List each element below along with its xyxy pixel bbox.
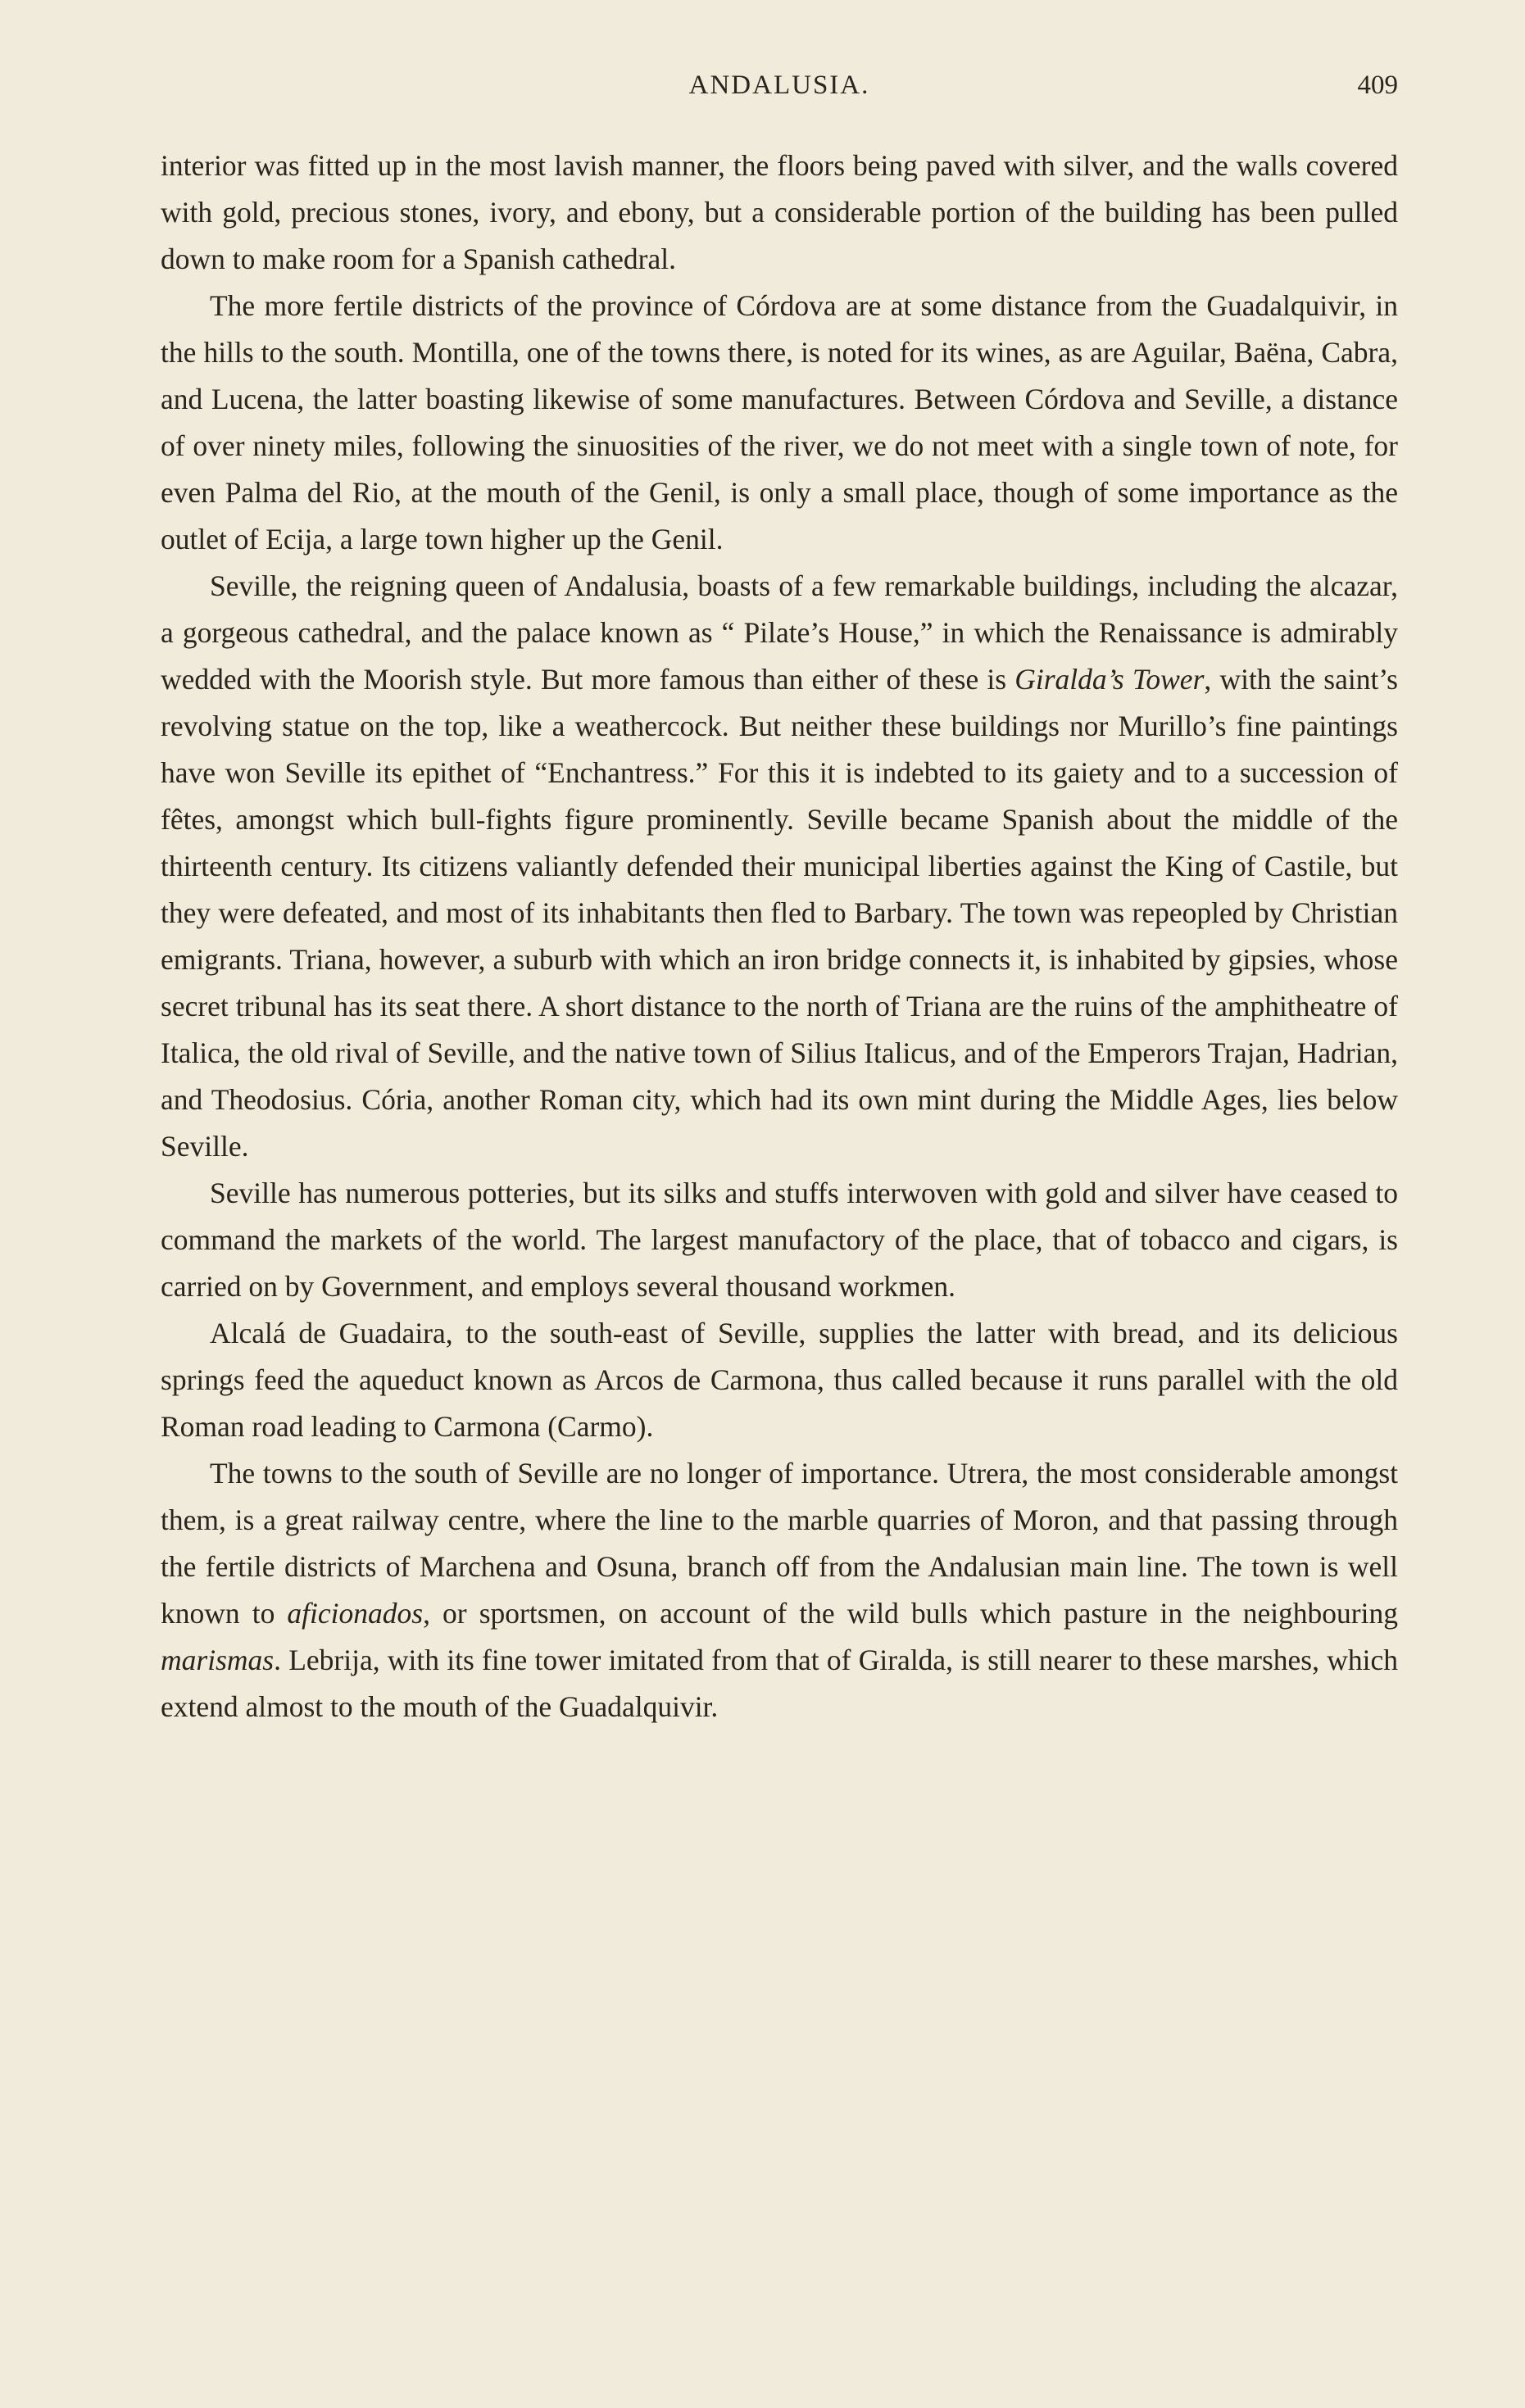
paragraph <box>161 563 1398 1170</box>
text-segment: The towns to the south of Seville are no longer of importance. Utrera, the most considerable amongst them, is a great railway centre, where the line to the marble quarries of Moron, and that passing through the fertile districts of Marchena and Osuna, branch off from the Andalusian main line. The town is well known to <box>161 1457 1398 1630</box>
text-segment: , with the saint’s revolving statue on the top, like a weathercock. But neither these buildings nor Murillo’s fine paintings have won Seville its epithet of “Enchantress.” For this it is indebted to its gaiety and to a succession of fêtes, amongst which bull-fights figure prominently. Seville became Spanish about the middle of the thirteenth century. Its citizens valiantly defended their municipal liberties against the King of Castile, but they were defeated, and most of its inhabitants then fled to Barbary. The town was repeopled by Christian emigrants. Triana, however, a suburb with which an iron bridge connects it, is inhabited by gipsies, whose secret tribunal has its seat there. A short distance to the north of Triana are the ruins of the amphitheatre of Italica, the old rival of Seville, and the native town of Silius Italicus, and of the Emperors Trajan, Hadrian, and Theodosius. Cória, another Roman city, which had its own mint during the Middle Ages, lies below Seville. <box>161 663 1398 1163</box>
running-head <box>161 70 1398 111</box>
paragraph <box>161 1170 1398 1310</box>
running-title: ANDALUSIA. <box>688 70 870 100</box>
text-segment: interior was fitted up in the most lavish manner, the floors being paved with silver, and the walls covered with gold, precious stones, ivory, and ebony, but a considerable portion of the building has been pulled down to make room for a Spanish cathedral. <box>161 149 1398 275</box>
paragraph <box>161 1310 1398 1450</box>
paragraph <box>161 143 1398 283</box>
italic-text: marismas <box>161 1644 275 1676</box>
text-segment: , or sportsmen, on account of the wild bulls which pasture in the neighbouring <box>423 1597 1398 1630</box>
paragraph <box>161 283 1398 563</box>
italic-text: aficionados <box>287 1597 424 1630</box>
text-segment: Seville, the reigning queen of Andalusia, boasts of a few remarkable buildings, including the alcazar, a gorgeous cathedral, and the palace known as “ Pilate’s House,” in which the Renaissance is admirably wedded with the Moorish style. But more famous than either of these is <box>161 569 1398 696</box>
paragraph <box>161 1450 1398 1730</box>
text-segment: . Lebrija, with its fine tower imitated from that of Giralda, is still nearer to these marshes, which extend almost to the mouth of the Guadalquivir. <box>161 1644 1398 1723</box>
text-segment: Seville has numerous potteries, but its silks and stuffs interwoven with gold and silver have ceased to command the markets of the world. The largest manufactory of the place, that of tobacco and cigars, is carried on by Government, and employs several thousand workmen. <box>161 1177 1398 1303</box>
page-number: 409 <box>1357 70 1398 100</box>
text-segment: The more fertile districts of the province of Córdova are at some distance from the Guadalquivir, in the hills to the south. Montilla, one of the towns there, is noted for its wines, as are Aguilar, Baëna, Cabra, and Lucena, the latter boasting likewise of some manufactures. Between Córdova and Seville, a distance of over ninety miles, following the sinuosities of the river, we do not meet with a single town of note, for even Palma del Rio, at the mouth of the Genil, is only a small place, though of some importance as the outlet of Ecija, a large town higher up the Genil. <box>161 289 1398 556</box>
italic-text: Giralda’s Tower <box>1014 663 1205 696</box>
body-text <box>161 143 1398 1730</box>
text-segment: Alcalá de Guadaira, to the south-east of Seville, supplies the latter with bread, and its delicious springs feed the aqueduct known as Arcos de Carmona, thus called because it runs parallel with the old Roman road leading to Carmona (Carmo). <box>161 1317 1398 1443</box>
